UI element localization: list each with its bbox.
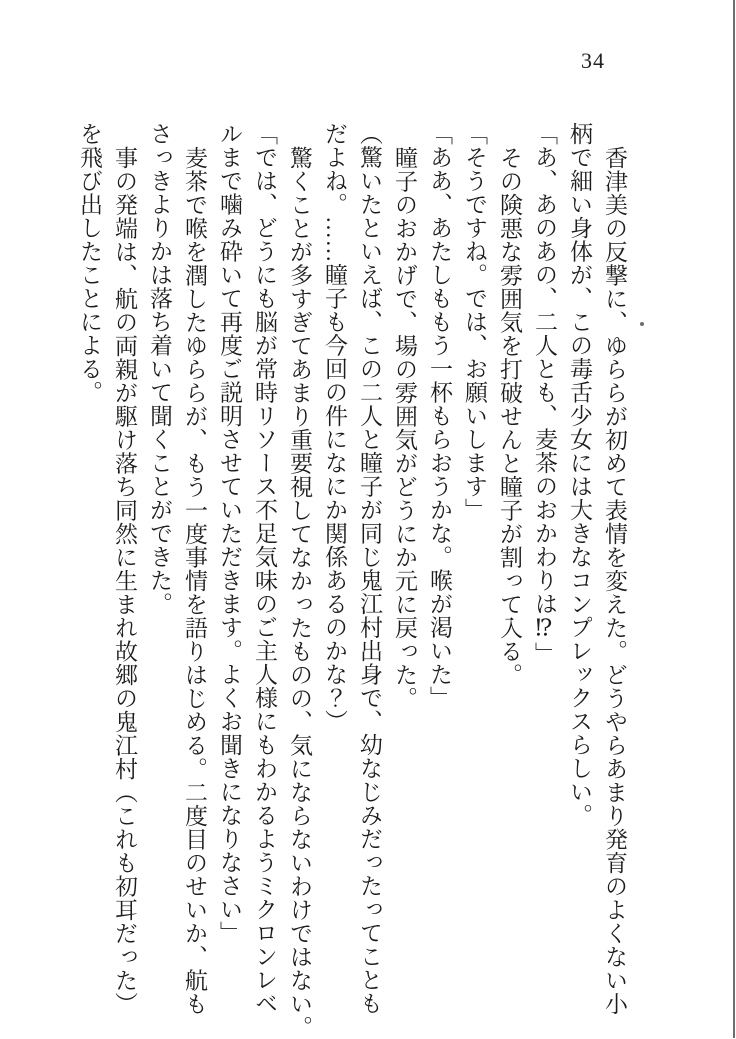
text-line: 「そうですね。では、お願いします」 <box>462 122 487 522</box>
text-line: だよね。……瞳子も今回の件になにか関係あるのかな？） <box>322 122 347 733</box>
text-line: その険悪な雰囲気を打破せんと瞳子が割って入る。 <box>497 146 522 687</box>
text-line: を飛び出したことによる。 <box>77 122 102 404</box>
text-line: 「ああ、あたしももう一杯もらおうかな。喉が渇いた」 <box>427 122 452 710</box>
text-line: 香津美の反撃に、ゆららが初めて表情を変えた。どうやらあまり発育のよくない小 <box>602 146 627 1016</box>
text-line: 「では、どうにも脳が常時リソース不足気味のご主人様にもわかるようミクロンレベ <box>252 122 277 1015</box>
text-line: 事の発端は、航の両親が駆け落ち同然に生まれ故郷の鬼江村（これも初耳だった） <box>112 146 137 1016</box>
text-line: 驚くことが多すぎてあまり重要視してなかったものの、気にならないわけではない。 <box>287 146 312 1039</box>
text-line: さっきよりかは落ち着いて聞くことができた。 <box>147 122 172 616</box>
ink-speck <box>640 322 644 326</box>
text-line: 「あ、あのあの、二人とも、麦茶のおかわりは⁉」 <box>532 122 557 666</box>
text-line: （驚いたといえば、この二人と瞳子が同じ鬼江村出身で、幼なじみだったってことも <box>357 122 382 1015</box>
page-number: 34 <box>581 48 605 73</box>
text-line: 瞳子のおかげで、場の雰囲気がどうにか元に戻った。 <box>392 146 417 710</box>
page-edge-line <box>733 0 735 1038</box>
body-text <box>72 122 632 1039</box>
text-line: 麦茶で喉を潤したゆららが、もう一度事情を語りはじめる。二度目のせいか、航も <box>182 146 207 1016</box>
text-line: 柄で細い身体が、この毒舌少女には大きなコンプレックスらしい。 <box>567 122 592 827</box>
text-line: ルまで噛み砕いて再度ご説明させていただきます。よくお聞きになりなさい」 <box>217 122 242 945</box>
